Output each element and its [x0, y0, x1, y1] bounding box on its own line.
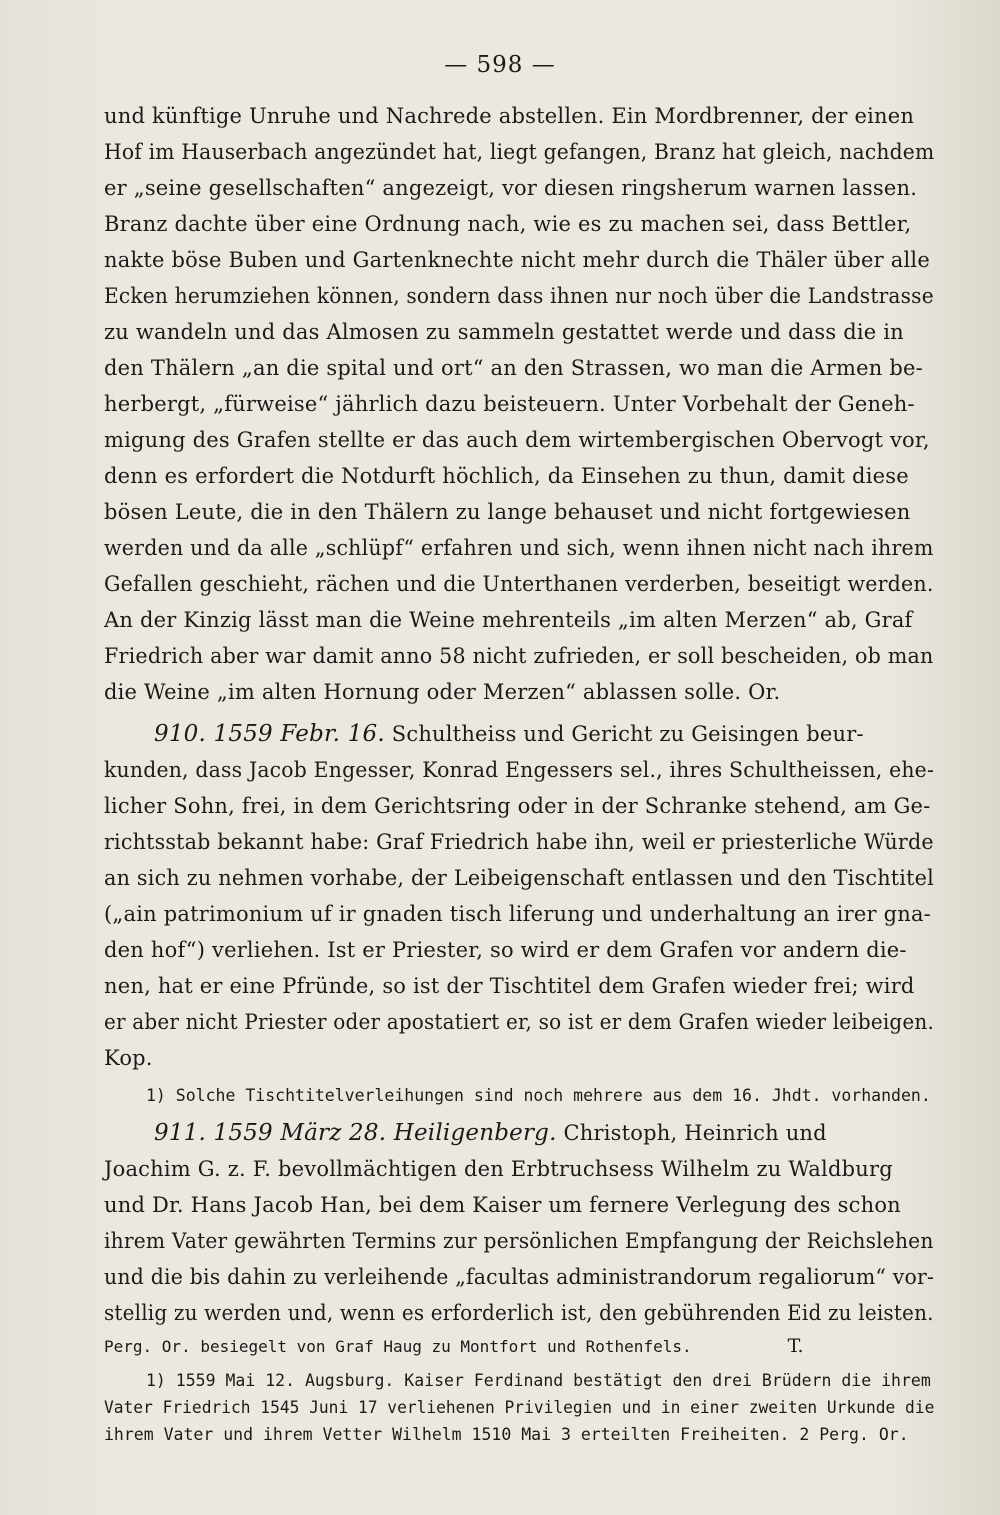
footnote-line: 1) Solche Tischtitelverleihungen sind noch mehrere aus dem 16. Jhdt. vorhanden. [146, 1086, 931, 1105]
text-line: Kop. [104, 1046, 153, 1070]
text-line: licher Sohn, frei, in dem Gerichtsring oder in der Schranke stehend, am Ge- [104, 794, 931, 818]
entry-heading: 911. 1559 März 28. Heiligenberg. [154, 1120, 557, 1146]
page-number: — 598 — [444, 52, 556, 78]
entry-first-line-text: Christoph, Heinrich und [563, 1121, 827, 1145]
entry-first-line [104, 716, 934, 752]
text-line: und künftige Unruhe und Nachrede abstellen. Ein Mordbrenner, der einen [104, 104, 915, 128]
entry-910 [104, 716, 934, 1109]
text-line: und die bis dahin zu verleihende „facultas administrandorum regaliorum“ vor- [104, 1265, 935, 1289]
footnote-line: Vater Friedrich 1545 Juni 17 verliehenen Privilegien und in einer zweiten Urkunde die [104, 1398, 935, 1417]
footnote [104, 1082, 934, 1109]
text-line: den hof“) verliehen. Ist er Priester, so wird er dem Grafen vor andern die- [104, 938, 907, 962]
source-note [104, 1331, 934, 1361]
text-line: er aber nicht Priester oder apostatiert er, so ist er dem Grafen wieder leibeigen. [104, 1010, 935, 1034]
text-line: die Weine „im alten Hornung oder Merzen“ ablassen solle. Or. [104, 680, 781, 704]
footnote-line: ihrem Vater und ihrem Vetter Wilhelm 1510 Mai 3 erteilten Freiheiten. 2 Perg. Or. [104, 1425, 909, 1444]
text-line: Ecken herumziehen können, sondern dass ihnen nur noch über die Landstrasse [104, 284, 934, 308]
text-line: nen, hat er eine Pfründe, so ist der Tischtitel dem Grafen wieder frei; wird [104, 974, 915, 998]
text-line: stellig zu werden und, wenn es erforderlich ist, den gebührenden Eid zu leisten. [104, 1301, 934, 1325]
text-line: bösen Leute, die in den Thälern zu lange behauset und nicht fortgewiesen [104, 500, 911, 524]
source-mark: T. [787, 1335, 804, 1357]
entry-911 [104, 1115, 934, 1448]
text-line: An der Kinzig lässt man die Weine mehrenteils „im alten Merzen“ ab, Graf [104, 608, 913, 632]
text-line: er „seine gesellschaften“ angezeigt, vor diesen ringsherum warnen lassen. [104, 176, 918, 200]
text-line: nakte böse Buben und Gartenknechte nicht mehr durch die Thäler über alle [104, 248, 930, 272]
entry-first-line-text: Schultheiss und Gericht zu Geisingen beur- [391, 722, 864, 746]
footnote-line: 1) 1559 Mai 12. Augsburg. Kaiser Ferdinand bestätigt den drei Brüdern die ihrem [146, 1371, 931, 1390]
text-line: ihrem Vater gewährten Termins zur persönlichen Empfangung der Reichslehen [104, 1229, 934, 1253]
text-line: Hof im Hauserbach angezündet hat, liegt gefangen, Branz hat gleich, nachdem [104, 140, 935, 164]
text-line: zu wandeln und das Almosen zu sammeln gestattet werde und dass die in [104, 320, 904, 344]
text-line: den Thälern „an die spital und ort“ an den Strassen, wo man die Armen be- [104, 356, 923, 380]
text-line: Joachim G. z. F. bevollmächtigen den Erbtruchsess Wilhelm zu Waldburg [104, 1157, 893, 1181]
text-line: Branz dachte über eine Ordnung nach, wie es zu machen sei, dass Bettler, [104, 212, 912, 236]
footnote [104, 1367, 934, 1448]
text-line: richtsstab bekannt habe: Graf Friedrich habe ihn, weil er priesterliche Würde [104, 830, 934, 854]
text-line: migung des Grafen stellte er das auch dem wirtembergischen Obervogt vor, [104, 428, 930, 452]
text-line: („ain patrimonium uf ir gnaden tisch liferung und underhaltung an irer gna- [104, 902, 931, 926]
intro-paragraph [104, 98, 934, 710]
text-line: an sich zu nehmen vorhabe, der Leibeigenschaft entlassen und den Tischtitel [104, 866, 934, 890]
text-line: herbergt, „fürweise“ jährlich dazu beisteuern. Unter Vorbehalt der Geneh- [104, 392, 915, 416]
text-line: Friedrich aber war damit anno 58 nicht zufrieden, er soll bescheiden, ob man [104, 644, 934, 668]
entry-heading: 910. 1559 Febr. 16. [154, 721, 385, 747]
source-text: Perg. Or. besiegelt von Graf Haug zu Montfort und Rothenfels. [104, 1337, 692, 1356]
text-line: und Dr. Hans Jacob Han, bei dem Kaiser um fernere Verlegung des schon [104, 1193, 901, 1217]
text-line: denn es erfordert die Notdurft höchlich, da Einsehen zu thun, damit diese [104, 464, 909, 488]
entry-first-line [104, 1115, 934, 1151]
text-line: werden und da alle „schlüpf“ erfahren und sich, wenn ihnen nicht nach ihrem [104, 536, 934, 560]
text-line: Gefallen geschieht, rächen und die Unterthanen verderben, beseitigt werden. [104, 572, 934, 596]
page-content [104, 98, 934, 1454]
text-line: kunden, dass Jacob Engesser, Konrad Engessers sel., ihres Schultheissen, ehe- [104, 758, 935, 782]
